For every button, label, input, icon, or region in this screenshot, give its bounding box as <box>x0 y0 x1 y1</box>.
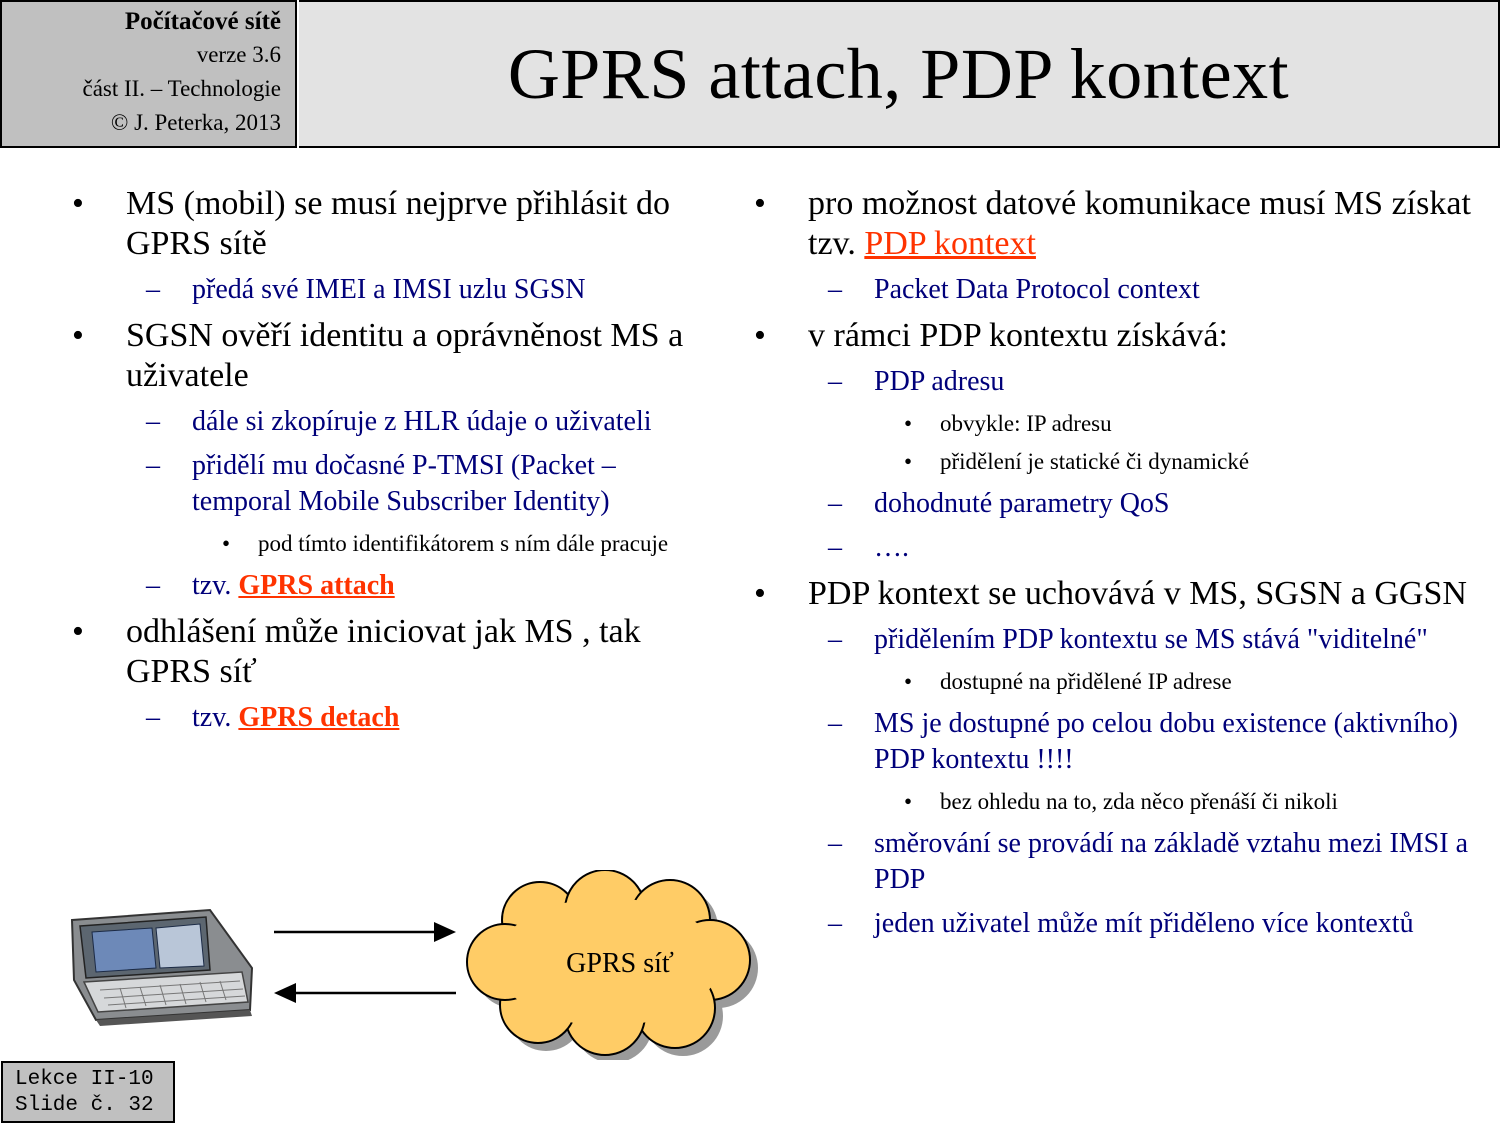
left-sub-2-2: – přidělí mu dočasné P-TMSI (Packet – temporal Mobile Subscriber Identity) <box>72 448 712 520</box>
lecture-label: Lekce II-10 <box>15 1068 154 1091</box>
gprs-attach-link[interactable]: GPRS attach <box>238 570 395 601</box>
slide-number-box <box>1 1061 175 1123</box>
left-bullet-2: • SGSN ověří identitu a oprávněnost MS a uživatele <box>72 316 712 396</box>
right-sub-3-4: – jeden uživatel může mít přiděleno více kontextů <box>754 906 1484 942</box>
right-sub-1-1: – Packet Data Protocol context <box>754 272 1484 308</box>
left-column <box>72 184 712 744</box>
course-title: Počítačové sítě <box>124 8 281 35</box>
left-sub-2-1: – dále si zkopíruje z HLR údaje o uživateli <box>72 404 712 440</box>
slide-title-box <box>299 0 1500 148</box>
right-sub-2-1: – PDP adresu <box>754 364 1484 400</box>
phone-icon <box>72 910 252 1026</box>
left-bullet-1: • MS (mobil) se musí nejprve přihlásit do GPRS sítě <box>72 184 712 264</box>
course-version: verze 3.6 <box>196 42 281 67</box>
right-sub-2-2: – dohodnuté parametry QoS <box>754 486 1484 522</box>
left-sub-3-1 <box>72 700 712 736</box>
right-subsub-3-1-1: • dostupné na přidělené IP adrese <box>754 666 1484 698</box>
right-bullet-1-text: pro možnost datové komunikace musí MS získat tzv. <box>808 185 1471 262</box>
right-sub-3-3: – směrování se provádí na základě vztahu mezi IMSI a PDP <box>754 826 1484 898</box>
right-sub-3-2: – MS je dostupné po celou dobu existence (aktivního) PDP kontextu !!!! <box>754 706 1484 778</box>
left-sub-2-3 <box>72 568 712 604</box>
right-bullet-1 <box>754 184 1484 264</box>
slide-label: Slide č. 32 <box>15 1094 154 1117</box>
right-subsub-3-2-1: • bez ohledu na to, zda něco přenáší či nikoli <box>754 786 1484 818</box>
left-bullet-3: • odhlášení může iniciovat jak MS , tak GPRS síť <box>72 612 712 692</box>
gprs-detach-prefix: tzv. <box>192 702 239 733</box>
left-sub-1-1: – předá své IMEI a IMSI uzlu SGSN <box>72 272 712 308</box>
course-copyright: © J. Peterka, 2013 <box>110 110 281 135</box>
pdp-kontext-link[interactable]: PDP kontext <box>864 225 1036 262</box>
course-part: část II. – Technologie <box>82 76 281 101</box>
slide-title: GPRS attach, PDP kontext <box>507 33 1290 114</box>
right-sub-2-3: – …. <box>754 530 1484 566</box>
right-bullet-2: • v rámci PDP kontextu získává: <box>754 316 1484 356</box>
right-sub-3-1: – přidělením PDP kontextu se MS stává "viditelné" <box>754 622 1484 658</box>
arrow-right-icon <box>274 922 456 942</box>
right-subsub-2-1-1: • obvykle: IP adresu <box>754 408 1484 440</box>
course-info-box <box>0 0 297 148</box>
right-subsub-2-1-2: • přidělení je statické či dynamické <box>754 446 1484 478</box>
gprs-detach-link[interactable]: GPRS detach <box>238 702 400 733</box>
cloud-label: GPRS síť <box>566 948 674 979</box>
arrow-left-icon <box>274 983 456 1003</box>
gprs-attach-prefix: tzv. <box>192 570 239 601</box>
right-bullet-3: • PDP kontext se uchovává v MS, SGSN a GGSN <box>754 574 1484 614</box>
left-subsub-2-2-1: • pod tímto identifikátorem s ním dále pracuje <box>72 528 712 560</box>
right-column <box>754 184 1484 950</box>
